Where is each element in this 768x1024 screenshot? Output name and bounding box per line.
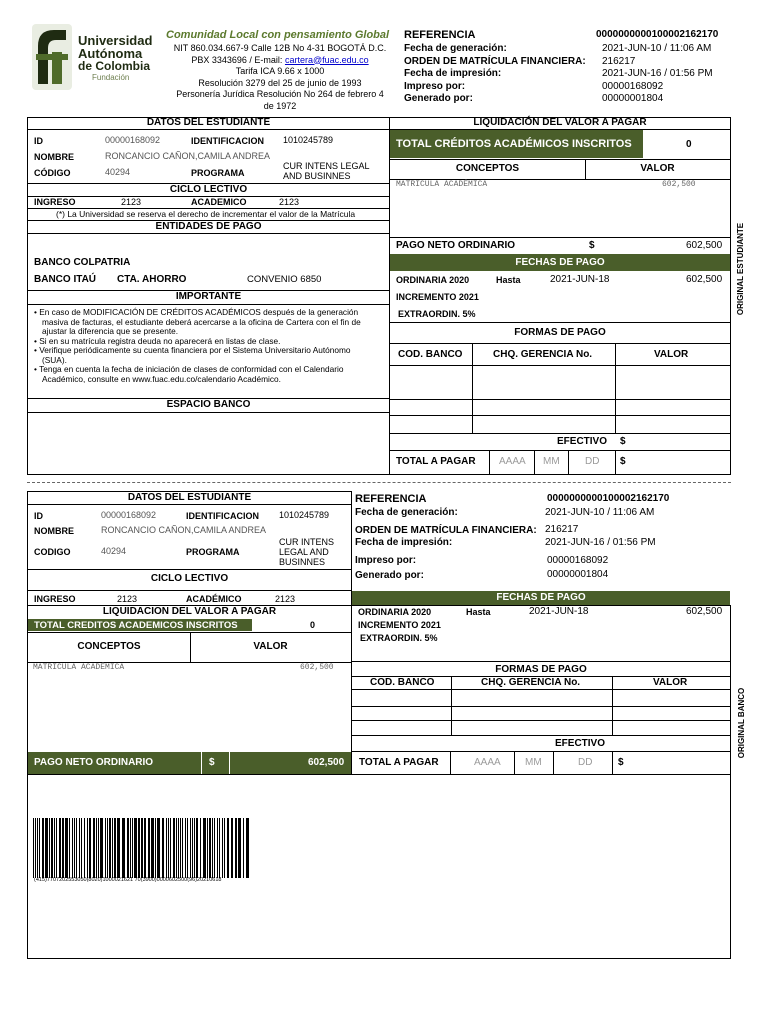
ordinaria-amount-2: 602,500 [686,606,723,617]
impreso-value: 00000168092 [602,81,664,92]
efectivo-label-2: EFECTIVO [555,738,606,749]
formas-title-2: FORMAS DE PAGO [495,664,587,675]
ordinaria-date: 2021-JUN-18 [550,274,610,285]
programa-value-b2: LEGAL AND [279,547,329,557]
barcode-bar [45,818,48,878]
barcode-bar [209,818,211,878]
ciclo-title-2: CICLO LECTIVO [150,573,229,584]
convenio: CONVENIO 6850 [247,274,322,285]
bullet-4b-line: Académico, consulte en www.fuac.edu.co/calendario Académico. [42,373,281,384]
total-cred-label: TOTAL CRÉDITOS ACADÉMICOS INSCRITOS [396,138,632,150]
liq-title: LIQUIDACIÓN DEL VALOR A PAGAR [473,117,647,128]
espacio-title: ESPACIO BANCO [166,399,251,410]
ident-value: 1010245789 [283,135,334,145]
student-title-2: DATOS DEL ESTUDIANTE [127,492,252,503]
barcode-bar [134,818,137,878]
barcode-bar [151,818,154,878]
barcode-bar [76,818,77,878]
academico-value-2: 2123 [275,594,296,604]
barcode-bar [49,818,50,878]
orden-label: ORDEN DE MATRÍCULA FINANCIERA: [404,56,586,67]
email-link[interactable]: cartera@fuac.edu.co [284,54,369,65]
slogan: Comunidad Local con pensamiento Global [166,29,390,41]
ingreso-value: 2123 [121,197,142,207]
resolucion-line: Resolución 3279 del 25 de junio de 1993 [198,77,362,88]
gen-value-2: 2021-JUN-10 / 11:06 AM [545,507,655,518]
barcode-bar [155,818,156,878]
barcode-bar [227,818,229,878]
impreso-label: Impreso por: [404,81,466,92]
barcode-bar [196,818,198,878]
pago-neto-currency: $ [589,240,595,251]
nombre-value: RONCANCIO CAÑON,CAMILA ANDREA [105,151,271,161]
barcode-text: (415)7707202553050(8020)1000021621 70(3900)0000602500(96)20210618 [34,877,222,883]
id-label: ID [34,136,43,146]
total-cred-value: 0 [686,139,692,150]
barcode-bar [182,818,183,878]
extra-label-2: EXTRAORDIN. 5% [360,633,438,643]
pago-neto-label-2: PAGO NETO ORDINARIO [34,757,154,768]
barcode-bar [35,818,36,878]
imp-value: 2021-JUN-16 / 01:56 PM [602,68,713,79]
university-name-2: Autónoma [78,46,143,61]
incremento-label-2: INCREMENTO 2021 [358,620,441,630]
side-label-top: ORIGINAL ESTUDIANTE [736,222,745,316]
gen-label: Fecha de generación: [404,43,507,54]
barcode-bar [100,818,103,878]
barcode-bars [33,818,253,878]
bullet-3: • Verifique periódicamente su cuenta financiera por el Sistema Universitario Autónomo [34,345,351,355]
barcode-bar [84,818,85,878]
programa-label: PROGRAMA [191,168,245,178]
barcode-bar [96,818,97,878]
barcode-bar [222,818,223,878]
chq-header-2: CHQ. GERENCIA No. [481,677,581,688]
total-cred-value-2: 0 [310,620,316,630]
barcode-bar [138,818,140,878]
barcode-bar [42,818,44,878]
barcode-bar [168,818,169,878]
pago-neto-value-2: 602,500 [308,757,345,768]
valor-header: VALOR [640,163,675,174]
barcode-bar [144,818,146,878]
bullet-1b-line: masiva de facturas, el estudiante deberá acercarse a la oficina de Cartera con el fin de [42,316,361,327]
valor-header-2: VALOR [253,641,288,652]
barcode-bar [157,818,160,878]
barcode-bar [117,818,120,878]
barcode-bar [54,818,55,878]
dd-field-2[interactable]: DD [578,757,593,768]
barcode-bar [51,818,53,878]
barcode-bar [246,818,249,878]
total-currency-2: $ [618,757,624,768]
barcode-bar [219,818,220,878]
barcode-bar [74,818,75,878]
personeria-line: Personería Jurídica Resolución No 264 de febrero 4 [176,89,384,99]
hasta-label-2: Hasta [466,607,491,617]
barcode-bar [39,818,40,878]
total-pagar-label: TOTAL A PAGAR [396,456,476,467]
pago-neto-label: PAGO NETO ORDINARIO [396,240,516,251]
barcode-bar [127,818,129,878]
conceptos-header: CONCEPTOS [455,163,520,174]
codigo-value: 40294 [105,167,131,177]
barcode-bar [200,818,201,878]
codigo-value-2: 40294 [101,546,127,556]
barcode-bar [203,818,206,878]
barcode-bar [207,818,208,878]
barcode-bar [235,818,237,878]
barcode-bar [130,818,131,878]
inst-info [160,43,400,112]
student-title: DATOS DEL ESTUDIANTE [146,117,271,128]
tarifa-line: Tarifa ICA 9.66 x 1000 [235,66,325,76]
barcode-bar [192,818,193,878]
ingreso-value-2: 2123 [117,594,138,604]
university-logo-icon [32,24,72,90]
academico-label: ACADEMICO [191,197,247,207]
logo [32,24,72,90]
barcode-bar [69,818,70,878]
pago-neto-value: 602,500 [686,240,723,251]
barcode-bar [114,818,116,878]
generado-label-2: Generado por: [355,570,424,581]
bullet-1: • En caso de MODIFICACIÓN DE CRÉDITOS ACADÉMICOS después de la generación [34,307,359,317]
cod-banco-header: COD. BANCO [398,349,463,360]
id-label-2: ID [34,511,43,521]
total-currency: $ [620,456,626,467]
barcode-bar [122,818,125,878]
barcode-bar [176,818,177,878]
gen-label-2: Fecha de generación: [355,507,458,518]
ingreso-label-2: INGRESO [34,594,76,604]
barcode-bar [59,818,61,878]
ordinaria-label-2: ORDINARIA 2020 [358,607,432,617]
barcode-bar [89,818,91,878]
codigo-label-2: CODIGO [34,547,71,557]
imp-value-2: 2021-JUN-16 / 01:56 PM [545,537,656,548]
barcode-bar [187,818,188,878]
ref-value-2: 0000000000100002162170 [547,493,670,504]
barcode-bar [238,818,241,878]
bullet-2: • Si en su matrícula registra deuda no aparecerá en listas de clase. [34,335,281,346]
university-name-1: Universidad [78,33,153,48]
mm-field[interactable]: MM [543,456,560,467]
barcode-bar [65,818,68,878]
generado-value: 00000001804 [602,93,664,104]
fechas-title: FECHAS DE PAGO [515,257,605,268]
pbx-line [160,55,400,67]
codigo-label: CÓDIGO [34,168,71,178]
ident-label: IDENTIFICACION [191,136,264,146]
barcode-bar [148,818,150,878]
pbx-text: PBX 3343696 / E-mail: [191,54,285,65]
barcode-bar [173,818,175,878]
cut-line [27,482,731,483]
matricula-item: MATRICULA ACADÉMICA [396,180,488,189]
nombre-label-2: NOMBRE [34,526,74,536]
mm-field-2[interactable]: MM [525,757,542,768]
barcode-bar [81,818,82,878]
conceptos-header-2: CONCEPTOS [77,641,141,652]
barcode-bar [214,818,215,878]
nombre-label: NOMBRE [34,152,74,162]
hasta-label: Hasta [496,275,521,285]
orden-label-2: ORDEN DE MATRÍCULA FINANCIERA: [355,525,537,536]
ident-value-2: 1010245789 [279,510,330,520]
ordinaria-label: ORDINARIA 2020 [396,275,470,285]
valor-formas-header: VALOR [654,349,689,360]
nit-line: NIT 860.034.667-9 Calle 12B No 4-31 BOGOTÁ D.C. [173,43,387,53]
programa-label-2: PROGRAMA [186,547,240,557]
importante-list [34,308,361,384]
id-value-2: 00000168092 [101,510,157,520]
barcode-bar [170,818,171,878]
bullet-2-text: Si en su matrícula registra deuda no aparecerá en listas de clase. [39,335,281,346]
incremento-label: INCREMENTO 2021 [396,292,479,302]
imp-label: Fecha de impresión: [404,68,502,79]
barcode-bar [87,818,88,878]
total-pagar-label-2: TOTAL A PAGAR [359,757,439,768]
university-sub: Fundación [92,73,130,82]
impreso-value-2: 00000168092 [547,555,609,566]
bank-itau: BANCO ITAÚ [34,274,97,285]
barcode-bar [190,818,191,878]
programa-value-1: CUR INTENS LEGAL [283,161,370,171]
matricula-value: 602,500 [662,180,696,189]
ciclo-note: (*) La Universidad se reserva el derecho de incrementar el valor de la Matrícula [56,209,356,219]
barcode-bar [132,818,133,878]
imp-label-2: Fecha de impresión: [355,537,453,548]
barcode-bar [180,818,181,878]
bullet-4: • Tenga en cuenta la fecha de iniciación de clases de conformidad con el Calendario [34,364,344,374]
total-cred-label-2: TOTAL CREDITOS ACADEMICOS INSCRITOS [34,620,238,631]
ciclo-title: CICLO LECTIVO [169,184,248,195]
account-type: CTA. AHORRO [117,274,187,285]
ref-value: 0000000000100002162170 [596,29,719,40]
barcode-bar [185,818,186,878]
ordinaria-amount: 602,500 [686,274,723,285]
formas-title: FORMAS DE PAGO [514,327,606,338]
cod-banco-header-2: COD. BANCO [370,677,435,688]
barcode-bar [112,818,113,878]
impreso-label-2: Impreso por: [355,555,417,566]
barcode [33,818,253,878]
extra-label: EXTRAORDIN. 5% [398,309,476,319]
pago-neto-currency-2: $ [209,757,215,768]
barcode-bar [93,818,95,878]
bank-colpatria: BANCO COLPATRIA [34,257,131,268]
barcode-bar [107,818,108,878]
efectivo-label: EFECTIVO [557,436,608,447]
bullet-4a: Tenga en cuenta la fecha de iniciación de clases de conformidad con el Calendario [39,364,344,374]
barcode-bar [231,818,233,878]
nombre-value-2: RONCANCIO CAÑON,CAMILA ANDREA [101,525,267,535]
liq-title-2: LIQUIDACION DEL VALOR A PAGAR [102,606,277,617]
orden-value: 216217 [602,56,636,67]
academico-value: 2123 [279,197,300,207]
ordinaria-date-2: 2021-JUN-18 [529,606,589,617]
ingreso-label: INGRESO [34,197,76,207]
entidades-title: ENTIDADES DE PAGO [155,221,262,232]
barcode-bar [212,818,213,878]
barcode-bar [141,818,143,878]
side-label-bottom: ORIGINAL BANCO [737,687,746,759]
barcode-bar [33,818,34,878]
personeria-line-2: de 1972 [263,100,297,111]
barcode-bar [98,818,99,878]
bullet-3a: Verifique periódicamente su cuenta financiera por el Sistema Universitario Autónomo [39,345,351,355]
gen-value: 2021-JUN-10 / 11:06 AM [602,43,712,54]
programa-value-b1: CUR INTENS [279,537,335,547]
barcode-bar [62,818,64,878]
importante-title: IMPORTANTE [175,291,242,302]
barcode-bar [79,818,80,878]
barcode-bar [72,818,73,878]
generado-label: Generado por: [404,93,473,104]
barcode-bar [37,818,38,878]
ident-label-2: IDENTIFICACION [186,511,259,521]
barcode-bar [166,818,167,878]
barcode-bar [56,818,57,878]
ref-label: REFERENCIA [404,29,476,41]
aaaa-field-2[interactable]: AAAA [474,757,501,768]
barcode-bar [224,818,225,878]
efectivo-currency: $ [620,436,626,447]
generado-value-2: 00000001804 [547,569,609,580]
barcode-bar [178,818,179,878]
bullet-1a: En caso de MODIFICACIÓN DE CRÉDITOS ACADÉMICOS después de la generación [39,307,359,317]
matricula-item-2: MATRICULA ACADÉMICA [33,663,125,672]
barcode-bar [109,818,111,878]
chq-header: CHQ. GERENCIA No. [493,349,593,360]
programa-value-2: AND BUSINNES [283,171,351,181]
barcode-bar [194,818,195,878]
barcode-bar [162,818,164,878]
fechas-title-2: FECHAS DE PAGO [496,592,586,603]
programa-value-b3: BUSINNES [279,557,326,567]
university-name-3: de Colombia [78,59,151,73]
dd-field[interactable]: DD [585,456,600,467]
bullet-1c-line: ajustar la diferencia que se presente. [42,326,179,336]
id-value: 00000168092 [105,135,161,145]
bullet-3b-line: (SUA). [42,354,67,365]
orden-value-2: 216217 [545,524,579,535]
aaaa-field[interactable]: AAAA [499,456,526,467]
academico-label-2: ACADÉMICO [186,594,242,604]
valor-formas-header-2: VALOR [653,677,688,688]
barcode-bar [243,818,244,878]
matricula-value-2: 602,500 [300,663,334,672]
barcode-bar [217,818,218,878]
barcode-bar [105,818,106,878]
ref-label-2: REFERENCIA [355,493,427,505]
